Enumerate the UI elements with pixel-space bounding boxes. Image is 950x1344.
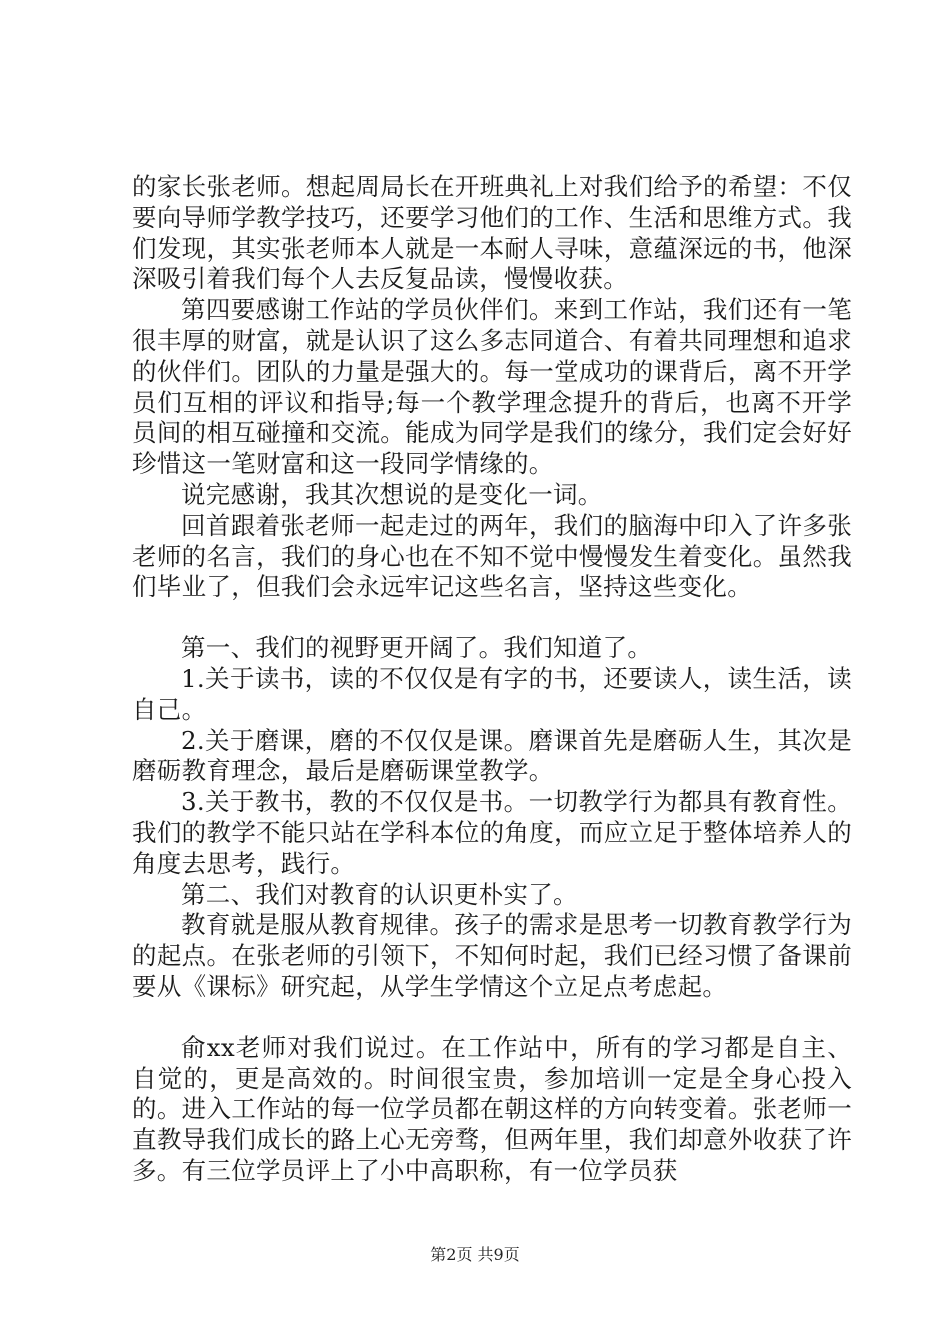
body-text (132, 172, 852, 1187)
paragraph-look-back: 回首跟着张老师一起走过的两年，我们的脑海中印入了许多张老师的名言，我们的身心也在不知不觉中慢慢发生着变化。虽然我们毕业了，但我们会永远牢记这些名言，坚持这些变化。 (132, 510, 852, 602)
list-item-lesson-polishing: 2.关于磨课，磨的不仅仅是课。磨课首先是磨砺人生，其次是磨砺教育理念，最后是磨砺课堂教学。 (132, 725, 852, 786)
list-item-reading: 1.关于读书，读的不仅仅是有字的书，还要读人，读生活，读自己。 (132, 663, 852, 724)
paragraph-teacher-yu: 俞xx老师对我们说过。在工作站中，所有的学习都是自主、自觉的，更是高效的。时间很宝贵，参加培训一定是全身心投入的。进入工作站的每一位学员都在朝这样的方向转变着。张老师一直教导我们成长的路上心无旁骛，但两年里，我们却意外收获了许多。有三位学员评上了小中高职称，有一位学员获 (132, 1032, 852, 1185)
paragraph-education-rules: 教育就是服从教育规律。孩子的需求是思考一切教育教学行为的起点。在张老师的引领下，不知何时起，我们已经习惯了备课前要从《课标》研究起，从学生学情这个立足点考虑起。 (132, 910, 852, 1001)
page-number-footer: 第2页 共9页 (430, 1245, 520, 1264)
paragraph-gap (132, 603, 852, 633)
paragraph-continued: 的家长张老师。想起周局长在开班典礼上对我们给予的希望：不仅要向导师学教学技巧，还要学习他们的工作、生活和思维方式。我们发现，其实张老师本人就是一本耐人寻味，意蕴深远的书，他深深吸引着我们每个人去反复品读，慢慢收获。 (132, 172, 852, 294)
paragraph-second-point: 第二、我们对教育的认识更朴实了。 (181, 879, 578, 909)
paragraph-transition: 说完感谢，我其次想说的是变化一词。 (181, 479, 603, 509)
list-item-teaching: 3.关于教书，教的不仅仅是书。一切教学行为都具有教育性。我们的教学不能只站在学科本位的角度，而应立足于整体培养人的角度去思考，践行。 (132, 787, 852, 878)
paragraph-gap (132, 1003, 852, 1033)
paragraph-thanks-classmates: 第四要感谢工作站的学员伙伴们。来到工作站，我们还有一笔很丰厚的财富，就是认识了这么多志同道合、有着共同理想和追求的伙伴们。团队的力量是强大的。每一堂成功的课背后，离不开学员们互相的评议和指导;每一个教学理念提升的背后，也离不开学员间的相互碰撞和交流。能成为同学是我们的缘分，我们定会好好珍惜这一笔财富和这一段同学情缘的。 (132, 295, 852, 479)
paragraph-first-point: 第一、我们的视野更开阔了。我们知道了。 (181, 633, 653, 663)
